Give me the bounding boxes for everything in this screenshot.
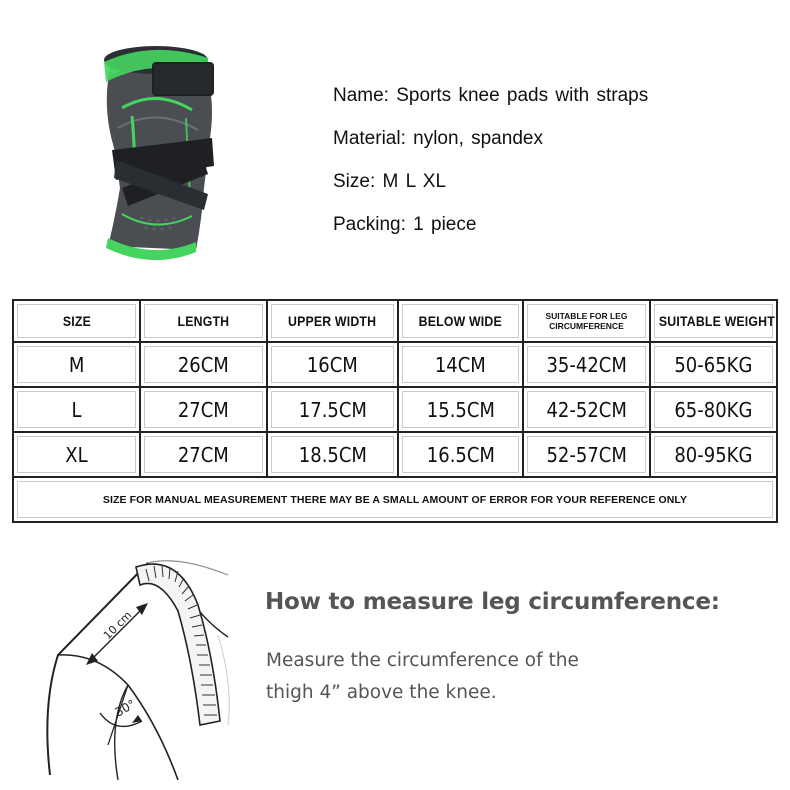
- measurement-note: SIZE FOR MANUAL MEASUREMENT THERE MAY BE A SMALL AMOUNT OF ERROR FOR YOUR REFERENCE ONLY: [13, 477, 777, 522]
- cell-weight: 80-95KG: [650, 432, 777, 477]
- distance-label: 10 cm: [100, 608, 135, 643]
- cell-weight: 50-65KG: [650, 342, 777, 387]
- cell-below-wide: 15.5CM: [398, 387, 523, 432]
- cell-upper-width: 18.5CM: [267, 432, 398, 477]
- knee-pad-image: [92, 38, 222, 260]
- cell-upper-width: 16CM: [267, 342, 398, 387]
- cell-leg-circumference: 42-52CM: [523, 387, 650, 432]
- cell-leg-circumference: 52-57CM: [523, 432, 650, 477]
- cell-upper-width: 17.5CM: [267, 387, 398, 432]
- cell-size: M: [13, 342, 140, 387]
- spec-material: Material: nylon, spandex: [333, 128, 543, 149]
- table-row: [13, 342, 777, 387]
- header-leg-circumference: SUITABLE FOR LEG CIRCUMFERENCE: [523, 300, 650, 342]
- table-header-row: [13, 300, 777, 342]
- cell-leg-circumference: 35-42CM: [523, 342, 650, 387]
- spec-size: Size: M L XL: [333, 171, 447, 192]
- product-specs: [333, 82, 648, 254]
- cell-length: 27CM: [140, 387, 267, 432]
- table-note-row: [13, 477, 777, 522]
- spec-packing: Packing: 1 piece: [333, 214, 477, 235]
- measure-title: How to measure leg circumference:: [265, 589, 720, 615]
- leg-measurement-diagram: [28, 545, 258, 780]
- header-size: SIZE: [13, 300, 140, 342]
- cell-length: 26CM: [140, 342, 267, 387]
- measure-desc-line: thigh 4” above the knee.: [266, 682, 497, 703]
- measure-desc-line: Measure the circumference of the: [266, 650, 579, 671]
- angle-label: 30°: [112, 696, 138, 720]
- cell-below-wide: 16.5CM: [398, 432, 523, 477]
- table-row: [13, 387, 777, 432]
- cell-length: 27CM: [140, 432, 267, 477]
- measure-description: [266, 645, 626, 709]
- header-length: LENGTH: [140, 300, 267, 342]
- cell-below-wide: 14CM: [398, 342, 523, 387]
- header-below-wide: BELOW WIDE: [398, 300, 523, 342]
- table-row: [13, 432, 777, 477]
- cell-size: L: [13, 387, 140, 432]
- size-chart-table: [12, 299, 778, 523]
- cell-size: XL: [13, 432, 140, 477]
- header-weight: SUITABLE WEIGHT: [650, 300, 777, 342]
- spec-name: Name: Sports knee pads with straps: [333, 85, 649, 106]
- cell-weight: 65-80KG: [650, 387, 777, 432]
- header-upper-width: UPPER WIDTH: [267, 300, 398, 342]
